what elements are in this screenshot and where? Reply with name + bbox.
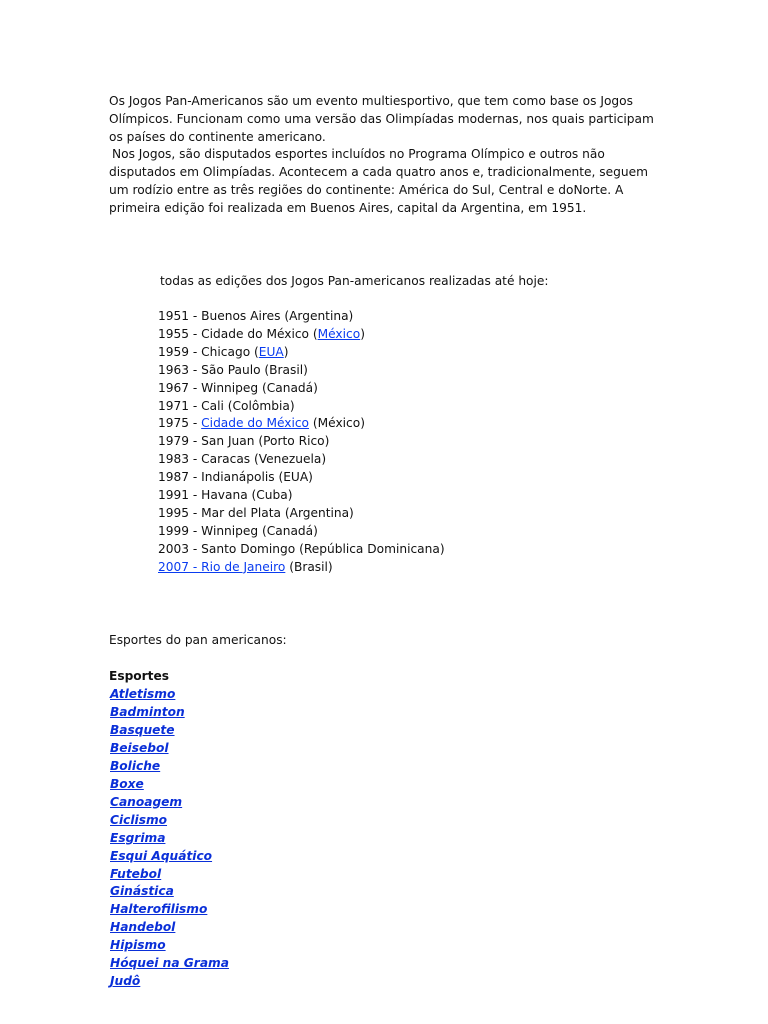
edition-1959-suffix: ): [283, 344, 289, 359]
edition-1975: [158, 415, 445, 433]
eua-link[interactable]: EUA: [258, 344, 284, 359]
intro-paragraph-2: Nos Jogos, são disputados esportes incluídos no Programa Olímpico e outros não disputados em Olimpíadas. Acontecem a cada quatro anos e, tradicionalmente, seguem um rodízio entre as três regiões do continente: América do Sul, Central e doNorte. A primeira edição foi realizada em Buenos Aires, capital da Argentina, em 1951.: [109, 147, 648, 215]
sport-item: [110, 901, 229, 919]
edition-1999: 1999 - Winnipeg (Canadá): [158, 523, 318, 538]
edition-2007: [158, 559, 445, 577]
editions-list: [158, 308, 445, 577]
edition-1995: 1995 - Mar del Plata (Argentina): [158, 505, 354, 520]
sport-item: [110, 812, 229, 830]
edition-1987: 1987 - Indianápolis (EUA): [158, 470, 313, 485]
sport-item: [110, 973, 229, 991]
sport-item: [110, 740, 229, 758]
sport-item: [110, 722, 229, 740]
sport-link-basquete[interactable]: Basquete: [110, 722, 175, 737]
sport-item: [110, 776, 229, 794]
sports-heading: Esportes do pan americanos:: [109, 633, 287, 647]
rio-de-janeiro-link[interactable]: 2007 - Rio de Janeiro: [158, 559, 286, 574]
mexico-link[interactable]: México: [317, 326, 361, 341]
sport-link-boxe[interactable]: Boxe: [110, 776, 144, 791]
sport-link-handebol[interactable]: Handebol: [110, 920, 176, 935]
sport-link-hoquei-na-grama[interactable]: Hóquei na Grama: [110, 956, 229, 971]
intro-text: [109, 93, 669, 218]
edition-1955-suffix: ): [360, 326, 365, 341]
sport-link-judo[interactable]: Judô: [110, 974, 141, 989]
sport-link-futebol[interactable]: Futebol: [110, 866, 162, 881]
sport-link-canoagem[interactable]: Canoagem: [110, 794, 183, 809]
sport-item: [110, 937, 229, 955]
edition-1971: 1971 - Cali (Colômbia): [158, 398, 295, 413]
sport-item: [110, 955, 229, 973]
sport-link-ciclismo[interactable]: Ciclismo: [110, 812, 168, 827]
edition-1967: 1967 - Winnipeg (Canadá): [158, 380, 318, 395]
edition-1983: 1983 - Caracas (Venezuela): [158, 452, 327, 467]
sport-link-boliche[interactable]: Boliche: [110, 758, 161, 773]
edition-1975-suffix: (México): [309, 416, 365, 431]
edition-1979: 1979 - San Juan (Porto Rico): [158, 434, 330, 449]
edition-2007-suffix: (Brasil): [285, 559, 333, 574]
edition-1963: 1963 - São Paulo (Brasil): [158, 362, 308, 377]
cidade-do-mexico-link[interactable]: Cidade do México: [201, 416, 310, 431]
edition-2003: 2003 - Santo Domingo (República Dominicana): [158, 541, 445, 556]
sport-item: [110, 704, 229, 722]
sport-link-esqui-aquatico[interactable]: Esqui Aquático: [110, 848, 213, 863]
sport-item: [110, 830, 229, 848]
sport-item: [110, 866, 229, 884]
sport-link-beisebol[interactable]: Beisebol: [110, 740, 169, 755]
sport-link-halterofilismo[interactable]: Halterofilismo: [110, 902, 208, 917]
sports-title: Esportes: [109, 669, 170, 683]
sport-item: [110, 686, 229, 704]
sport-link-atletismo[interactable]: Atletismo: [110, 687, 176, 701]
sports-list: [110, 686, 229, 991]
sport-item: [110, 848, 229, 866]
editions-heading: todas as edições dos Jogos Pan-americanos realizadas até hoje:: [160, 274, 549, 288]
sport-item: [110, 794, 229, 812]
edition-1975-text: 1975 -: [158, 416, 202, 431]
edition-1955: [158, 326, 445, 344]
sport-link-ginastica[interactable]: Ginástica: [110, 884, 174, 899]
sport-item: [110, 919, 229, 937]
intro-paragraph-1: Os Jogos Pan-Americanos são um evento multiesportivo, que tem como base os Jogos Olímpicos. Funcionam como uma versão das Olimpíadas modernas, nos quais participam os países do continente americano.: [109, 94, 654, 144]
sport-link-hipismo[interactable]: Hipismo: [110, 938, 166, 953]
edition-1991: 1991 - Havana (Cuba): [158, 488, 293, 503]
sport-item: [110, 758, 229, 776]
sport-link-esgrima[interactable]: Esgrima: [110, 830, 166, 845]
sport-link-badminton[interactable]: Badminton: [110, 704, 185, 719]
edition-1959: [158, 344, 445, 362]
edition-1955-text: 1955 - Cidade do México (: [158, 326, 318, 341]
edition-1951: 1951 - Buenos Aires (Argentina): [158, 309, 354, 323]
sport-item: [110, 883, 229, 901]
edition-1959-text: 1959 - Chicago (: [158, 344, 259, 359]
